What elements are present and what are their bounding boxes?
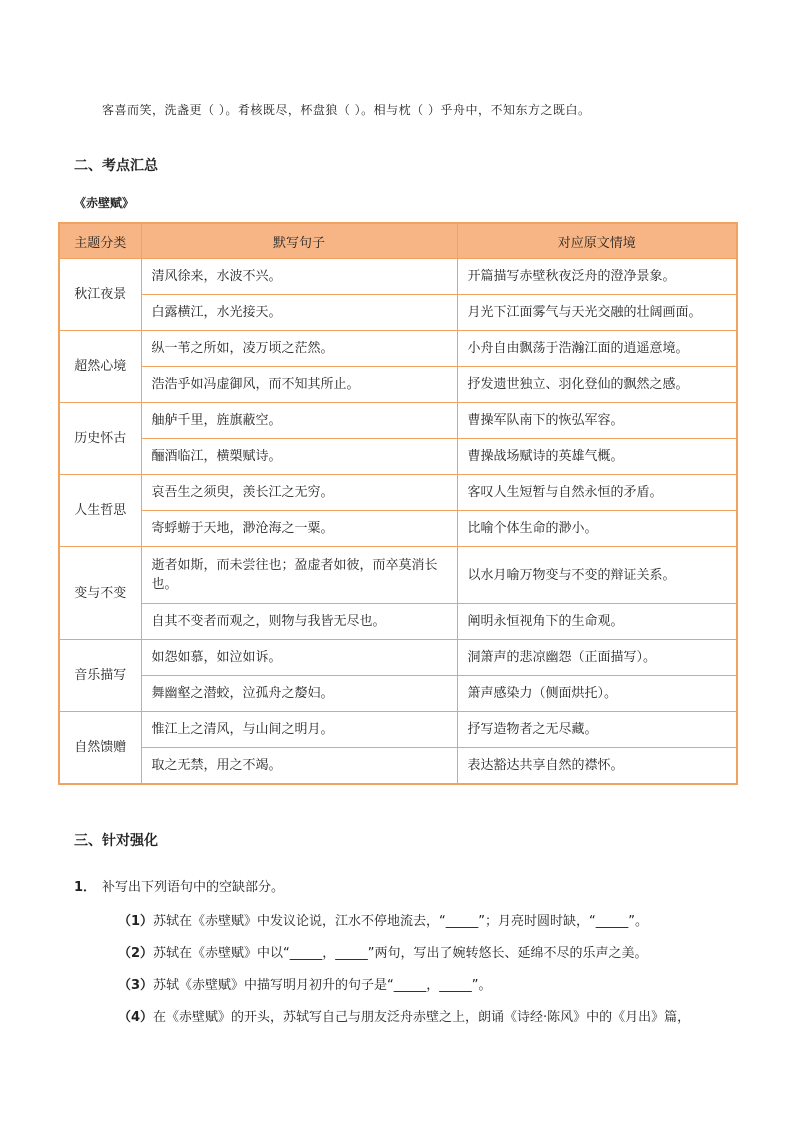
table-row <box>59 748 737 785</box>
sentence-cell: 舞幽壑之潜蛟，泣孤舟之嫠妇。 <box>141 676 457 712</box>
category-cell: 秋江夜景 <box>59 259 141 331</box>
table-row <box>59 331 737 367</box>
item-text: 苏轼在《赤壁赋》中发议论说，江水不停地流去，“_____”；月亮时圆时缺，“_____”。 <box>153 914 648 929</box>
section-heading-practice: 三、针对强化 <box>74 833 158 849</box>
question-item <box>118 1006 690 1025</box>
table-row <box>59 367 737 403</box>
context-cell: 以水月喻万物变与不变的辩证关系。 <box>457 547 737 604</box>
table-row <box>59 676 737 712</box>
item-text: 苏轼《赤壁赋》中描写明月初升的句子是“_____，_____”。 <box>153 978 492 993</box>
sentence-cell: 纵一苇之所如，凌万顷之茫然。 <box>141 331 457 367</box>
context-cell: 开篇描写赤壁秋夜泛舟的澄净景象。 <box>457 259 737 295</box>
table-header-row <box>59 223 737 259</box>
question-prompt <box>74 876 284 895</box>
item-text: 苏轼在《赤壁赋》中以“_____，_____”两句，写出了婉转悠长、延绵不尽的乐声之美。 <box>153 946 648 961</box>
item-label: （2） <box>118 946 154 961</box>
question-item <box>118 910 648 929</box>
sentence-cell: 自其不变者而观之，则物与我皆无尽也。 <box>141 604 457 640</box>
context-cell: 比喻个体生命的渺小。 <box>457 511 737 547</box>
context-cell: 小舟自由飘荡于浩瀚江面的逍遥意境。 <box>457 331 737 367</box>
sentence-cell: 惟江上之清风，与山间之明月。 <box>141 712 457 748</box>
table-row <box>59 604 737 640</box>
item-text: 在《赤壁赋》的开头，苏轼写自己与朋友泛舟赤壁之上，朗诵《诗经·陈风》中的《月出》篇， <box>153 1010 691 1025</box>
context-cell: 表达豁达共享自然的襟怀。 <box>457 748 737 785</box>
category-cell: 自然馈赠 <box>59 712 141 785</box>
summary-table <box>58 222 738 785</box>
category-cell: 变与不变 <box>59 547 141 640</box>
sentence-cell: 逝者如斯，而未尝往也；盈虚者如彼，而卒莫消长也。 <box>141 547 457 604</box>
sentence-cell: 舳舻千里，旌旗蔽空。 <box>141 403 457 439</box>
sentence-cell: 取之无禁，用之不竭。 <box>141 748 457 785</box>
table-title: 《赤壁赋》 <box>74 196 135 210</box>
sentence-cell: 哀吾生之须臾，羡长江之无穷。 <box>141 475 457 511</box>
context-cell: 抒发遗世独立、羽化登仙的飘然之感。 <box>457 367 737 403</box>
context-cell: 月光下江面雾气与天光交融的壮阔画面。 <box>457 295 737 331</box>
question-item <box>118 942 648 961</box>
header-category: 主题分类 <box>59 223 141 259</box>
context-cell: 曹操战场赋诗的英雄气概。 <box>457 439 737 475</box>
item-label: （4） <box>118 1010 154 1025</box>
section-heading-summary: 二、考点汇总 <box>74 158 158 174</box>
question-text: 补写出下列语句中的空缺部分。 <box>102 880 285 895</box>
sentence-cell: 酾酒临江，横槊赋诗。 <box>141 439 457 475</box>
table-row <box>59 640 737 676</box>
header-context: 对应原文情境 <box>457 223 737 259</box>
sentence-cell: 如怨如慕，如泣如诉。 <box>141 640 457 676</box>
category-cell: 超然心境 <box>59 331 141 403</box>
sentence-cell: 清风徐来，水波不兴。 <box>141 259 457 295</box>
context-cell: 箫声感染力（侧面烘托）。 <box>457 676 737 712</box>
sentence-cell: 寄蜉蝣于天地，渺沧海之一粟。 <box>141 511 457 547</box>
table-row <box>59 475 737 511</box>
category-cell: 历史怀古 <box>59 403 141 475</box>
question-item <box>118 974 492 993</box>
sentence-cell: 白露横江，水光接天。 <box>141 295 457 331</box>
context-cell: 客叹人生短暂与自然永恒的矛盾。 <box>457 475 737 511</box>
table-row <box>59 259 737 295</box>
table-row <box>59 712 737 748</box>
category-cell: 人生哲思 <box>59 475 141 547</box>
context-cell: 洞箫声的悲凉幽怨（正面描写）。 <box>457 640 737 676</box>
context-cell: 阐明永恒视角下的生命观。 <box>457 604 737 640</box>
header-sentence: 默写句子 <box>141 223 457 259</box>
table-row <box>59 295 737 331</box>
table-row <box>59 547 737 604</box>
sentence-cell: 浩浩乎如冯虚御风，而不知其所止。 <box>141 367 457 403</box>
context-cell: 抒写造物者之无尽藏。 <box>457 712 737 748</box>
question-number: 1． <box>74 880 97 895</box>
table-row <box>59 511 737 547</box>
table-row <box>59 403 737 439</box>
context-cell: 曹操军队南下的恢弘军容。 <box>457 403 737 439</box>
table-row <box>59 439 737 475</box>
item-label: （1） <box>118 914 154 929</box>
category-cell: 音乐描写 <box>59 640 141 712</box>
item-label: （3） <box>118 978 154 993</box>
fill-blank-passage: 客喜而笑，洗盏更（ ）。肴核既尽，杯盘狼（ ）。相与枕（ ）乎舟中，不知东方之既白。 <box>102 103 591 117</box>
